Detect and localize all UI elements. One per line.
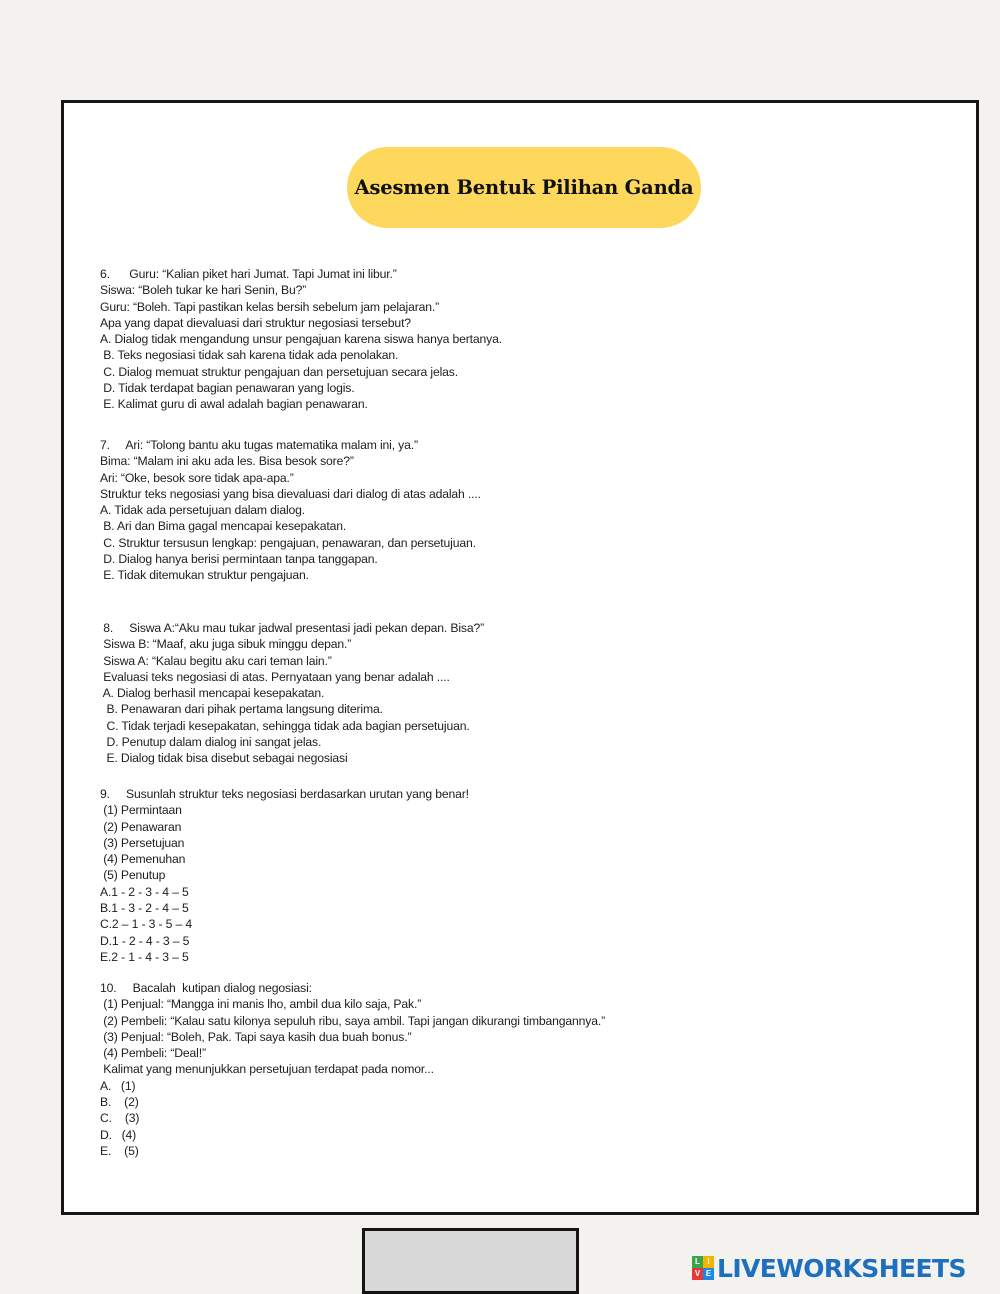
question-line: (1) Penjual: “Mangga ini manis lho, ambil dua kilo saja, Pak.” (100, 997, 422, 1012)
question-line: E. Tidak ditemukan struktur pengajuan. (100, 568, 309, 583)
question-line: D. (4) (100, 1127, 137, 1142)
question-line: A. Dialog tidak mengandung unsur pengajuan karena siswa hanya bertanya. (100, 332, 502, 347)
question-line: B. Penawaran dari pihak pertama langsung diterima. (100, 702, 383, 717)
question-9 (100, 786, 900, 965)
question-line: E.2 - 1 - 4 - 3 – 5 (100, 949, 189, 964)
logo-letter-e: E (703, 1268, 714, 1280)
question-line: 8. Siswa A:“Aku mau tukar jadwal presentasi jadi pekan depan. Bisa?” (100, 621, 485, 635)
logo-letter-i: I (703, 1256, 714, 1268)
question-line: Bima: “Malam ini aku ada les. Bisa besok sore?” (100, 454, 354, 469)
question-line: Siswa A: “Kalau begitu aku cari teman lain.” (100, 653, 332, 668)
question-line: Struktur teks negosiasi yang bisa dievaluasi dari dialog di atas adalah .... (100, 486, 481, 501)
answer-input-box[interactable] (362, 1228, 579, 1294)
question-line: (3) Persetujuan (100, 835, 185, 850)
question-line: Evaluasi teks negosiasi di atas. Pernyataan yang benar adalah .... (100, 669, 450, 684)
question-line: A. Tidak ada persetujuan dalam dialog. (100, 503, 306, 518)
question-line: D. Dialog hanya berisi permintaan tanpa tanggapan. (100, 552, 378, 567)
question-line: B.1 - 3 - 2 - 4 – 5 (100, 901, 189, 916)
question-line: A. (1) (100, 1078, 136, 1093)
title-banner (347, 147, 701, 228)
question-line: (2) Penawaran (100, 819, 182, 834)
question-line: C. (3) (100, 1111, 140, 1126)
question-line: 6. Guru: “Kalian piket hari Jumat. Tapi Jumat ini libur.” (100, 267, 397, 281)
question-line: C.2 – 1 - 3 - 5 – 4 (100, 917, 192, 932)
logo-mark-icon (692, 1256, 714, 1280)
question-7 (100, 437, 900, 584)
question-10 (100, 980, 900, 1159)
question-line: 10. Bacalah kutipan dialog negosiasi: (100, 981, 312, 995)
question-line: C. Tidak terjadi kesepakatan, sehingga tidak ada bagian persetujuan. (100, 718, 470, 733)
question-line: (4) Pemenuhan (100, 852, 186, 867)
question-line: C. Dialog memuat struktur pengajuan dan persetujuan secara jelas. (100, 364, 458, 379)
question-line: Kalimat yang menunjukkan persetujuan terdapat pada nomor... (100, 1062, 434, 1077)
logo-letter-v: V (692, 1268, 703, 1280)
logo-text: LIVEWORKSHEETS (717, 1253, 966, 1283)
question-line: 7. Ari: “Tolong bantu aku tugas matematika malam ini, ya.” (100, 438, 418, 452)
question-line: E. (5) (100, 1143, 139, 1158)
question-line: C. Struktur tersusun lengkap: pengajuan, penawaran, dan persetujuan. (100, 535, 476, 550)
question-line: D. Penutup dalam dialog ini sangat jelas. (100, 735, 322, 750)
question-line: A. Dialog berhasil mencapai kesepakatan. (100, 686, 325, 701)
question-line: E. Dialog tidak bisa disebut sebagai negosiasi (100, 751, 348, 766)
question-6 (100, 266, 900, 413)
liveworksheets-logo (692, 1253, 966, 1283)
page-title: Asesmen Bentuk Pilihan Ganda (354, 176, 694, 199)
question-line: 9. Susunlah struktur teks negosiasi berdasarkan urutan yang benar! (100, 787, 469, 801)
question-line: B. (2) (100, 1095, 139, 1110)
question-line: (4) Pembeli: “Deal!” (100, 1046, 206, 1061)
question-line: Siswa B: “Maaf, aku juga sibuk minggu depan.” (100, 637, 352, 652)
question-8 (100, 620, 900, 767)
question-line: (5) Penutup (100, 868, 166, 883)
question-line: E. Kalimat guru di awal adalah bagian penawaran. (100, 397, 368, 412)
question-line: B. Ari dan Bima gagal mencapai kesepakatan. (100, 519, 347, 534)
question-line: D. Tidak terdapat bagian penawaran yang logis. (100, 381, 355, 396)
question-line: Apa yang dapat dievaluasi dari struktur negosiasi tersebut? (100, 315, 411, 330)
question-line: D.1 - 2 - 4 - 3 – 5 (100, 933, 190, 948)
question-line: (2) Pembeli: “Kalau satu kilonya sepuluh ribu, saya ambil. Tapi jangan dikurangi timbangannya.” (100, 1013, 605, 1028)
question-line: Siswa: “Boleh tukar ke hari Senin, Bu?” (100, 283, 307, 298)
logo-letter-l: L (692, 1256, 703, 1268)
question-line: (1) Permintaan (100, 803, 182, 818)
question-line: (3) Penjual: “Boleh, Pak. Tapi saya kasih dua buah bonus.” (100, 1029, 412, 1044)
question-line: Ari: “Oke, besok sore tidak apa-apa.” (100, 470, 294, 485)
question-line: Guru: “Boleh. Tapi pastikan kelas bersih sebelum jam pelajaran.” (100, 299, 440, 314)
question-line: B. Teks negosiasi tidak sah karena tidak ada penolakan. (100, 348, 399, 363)
worksheet-page (61, 100, 979, 1215)
question-line: A.1 - 2 - 3 - 4 – 5 (100, 884, 189, 899)
